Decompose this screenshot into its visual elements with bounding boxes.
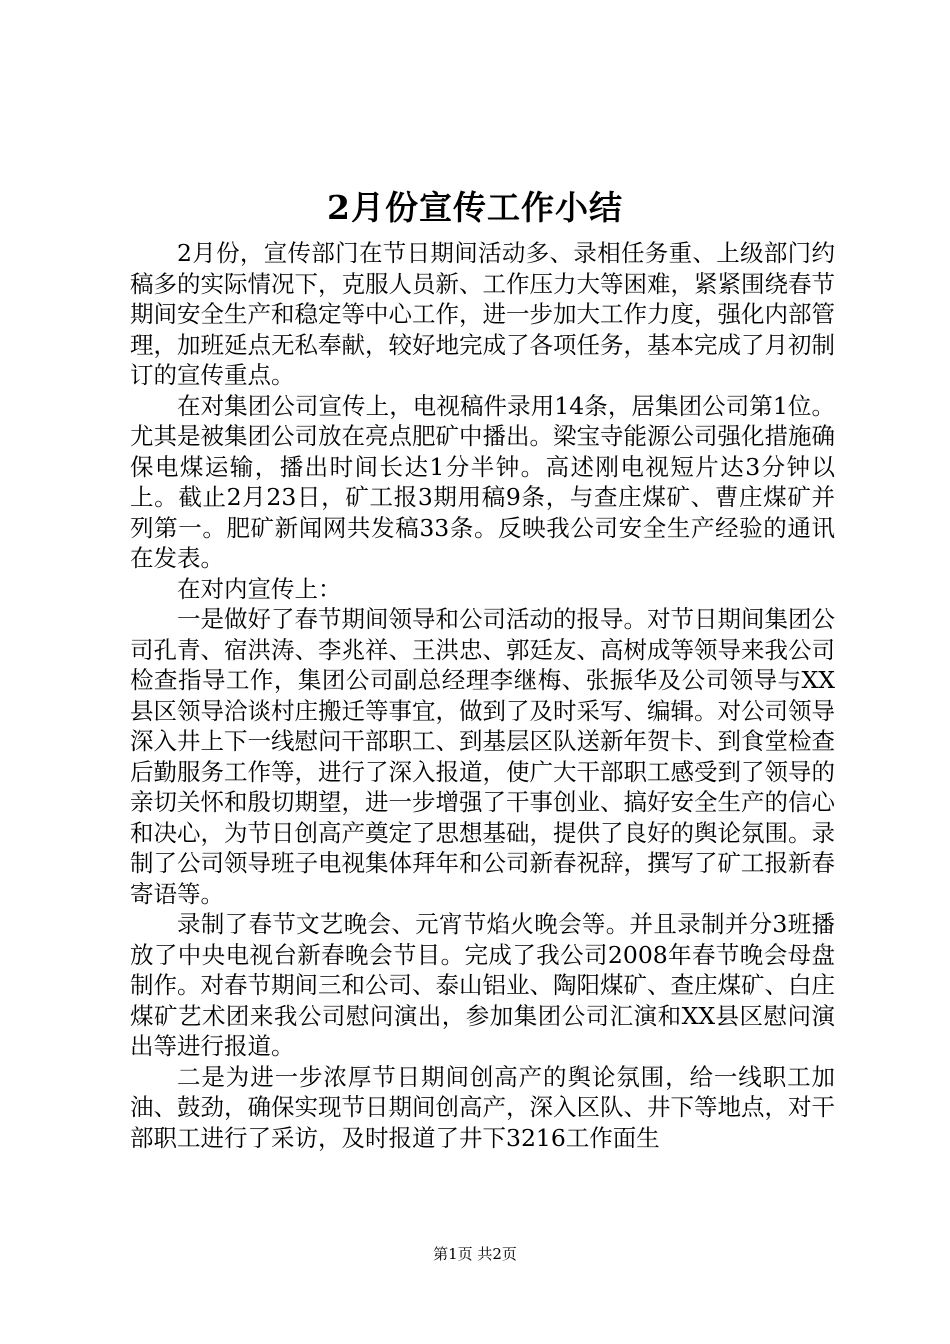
paragraph-external-publicity: 在对集团公司宣传上，电视稿件录用14条，居集团公司第1位。尤其是被集团公司放在亮点肥矿中播出。梁宝寺能源公司强化措施确保电煤运输，播出时间长达1分半钟。高述刚电视短片达3分钟以上。截止2月23日，矿工报3期用稿9条，与查庄煤矿、曹庄煤矿并列第一。肥矿新闻网共发稿33条。反映我公司安全生产经验的通讯在发表。	[130, 391, 835, 572]
paragraph-item-two: 二是为进一步浓厚节日期间创高产的舆论氛围，给一线职工加油、鼓劲，确保实现节日期间创高产，深入区队、井下等地点，对干部职工进行了采访，及时报道了井下3216工作面生	[130, 1062, 835, 1152]
paragraph-intro: 2月份，宣传部门在节日期间活动多、录相任务重、上级部门约稿多的实际情况下，克服人员新、工作压力大等困难，紧紧围绕春节期间安全生产和稳定等中心工作，进一步加大工作力度，强化内部管理，加班延点无私奉献，较好地完成了各项任务，基本完成了月初制订的宣传重点。	[130, 239, 835, 389]
document-title: 2月份宣传工作小结	[327, 188, 623, 227]
document-body	[130, 238, 835, 1153]
paragraph-internal-heading: 在对内宣传上：	[177, 574, 342, 603]
paragraph-recordings: 录制了春节文艺晚会、元宵节焰火晚会等。并且录制并分3班播放了中央电视台新春晚会节目。完成了我公司2008年春节晚会母盘制作。对春节期间三和公司、泰山铝业、陶阳煤矿、查庄煤矿、白庄煤矿艺术团来我公司慰问演出，参加集团公司汇演和XX县区慰问演出等进行报道。	[130, 910, 835, 1060]
paragraph-item-one: 一是做好了春节期间领导和公司活动的报导。对节日期间集团公司孔青、宿洪涛、李兆祥、王洪忠、郭廷友、高树成等领导来我公司检查指导工作，集团公司副总经理李继梅、张振华及公司领导与XX县区领导洽谈村庄搬迁等事宜，做到了及时采写、编辑。对公司领导深入井上下一线慰问干部职工、到基层区队送新年贺卡、到食堂检查后勤服务工作等，进行了深入报道，使广大干部职工感受到了领导的亲切关怀和殷切期望，进一步增强了干事创业、搞好安全生产的信心和决心，为节日创高产奠定了思想基础，提供了良好的舆论氛围。录制了公司领导班子电视集体拜年和公司新春祝辞，撰写了矿工报新春寄语等。	[130, 605, 835, 908]
page-footer: 第1页 共2页	[433, 1245, 517, 1263]
